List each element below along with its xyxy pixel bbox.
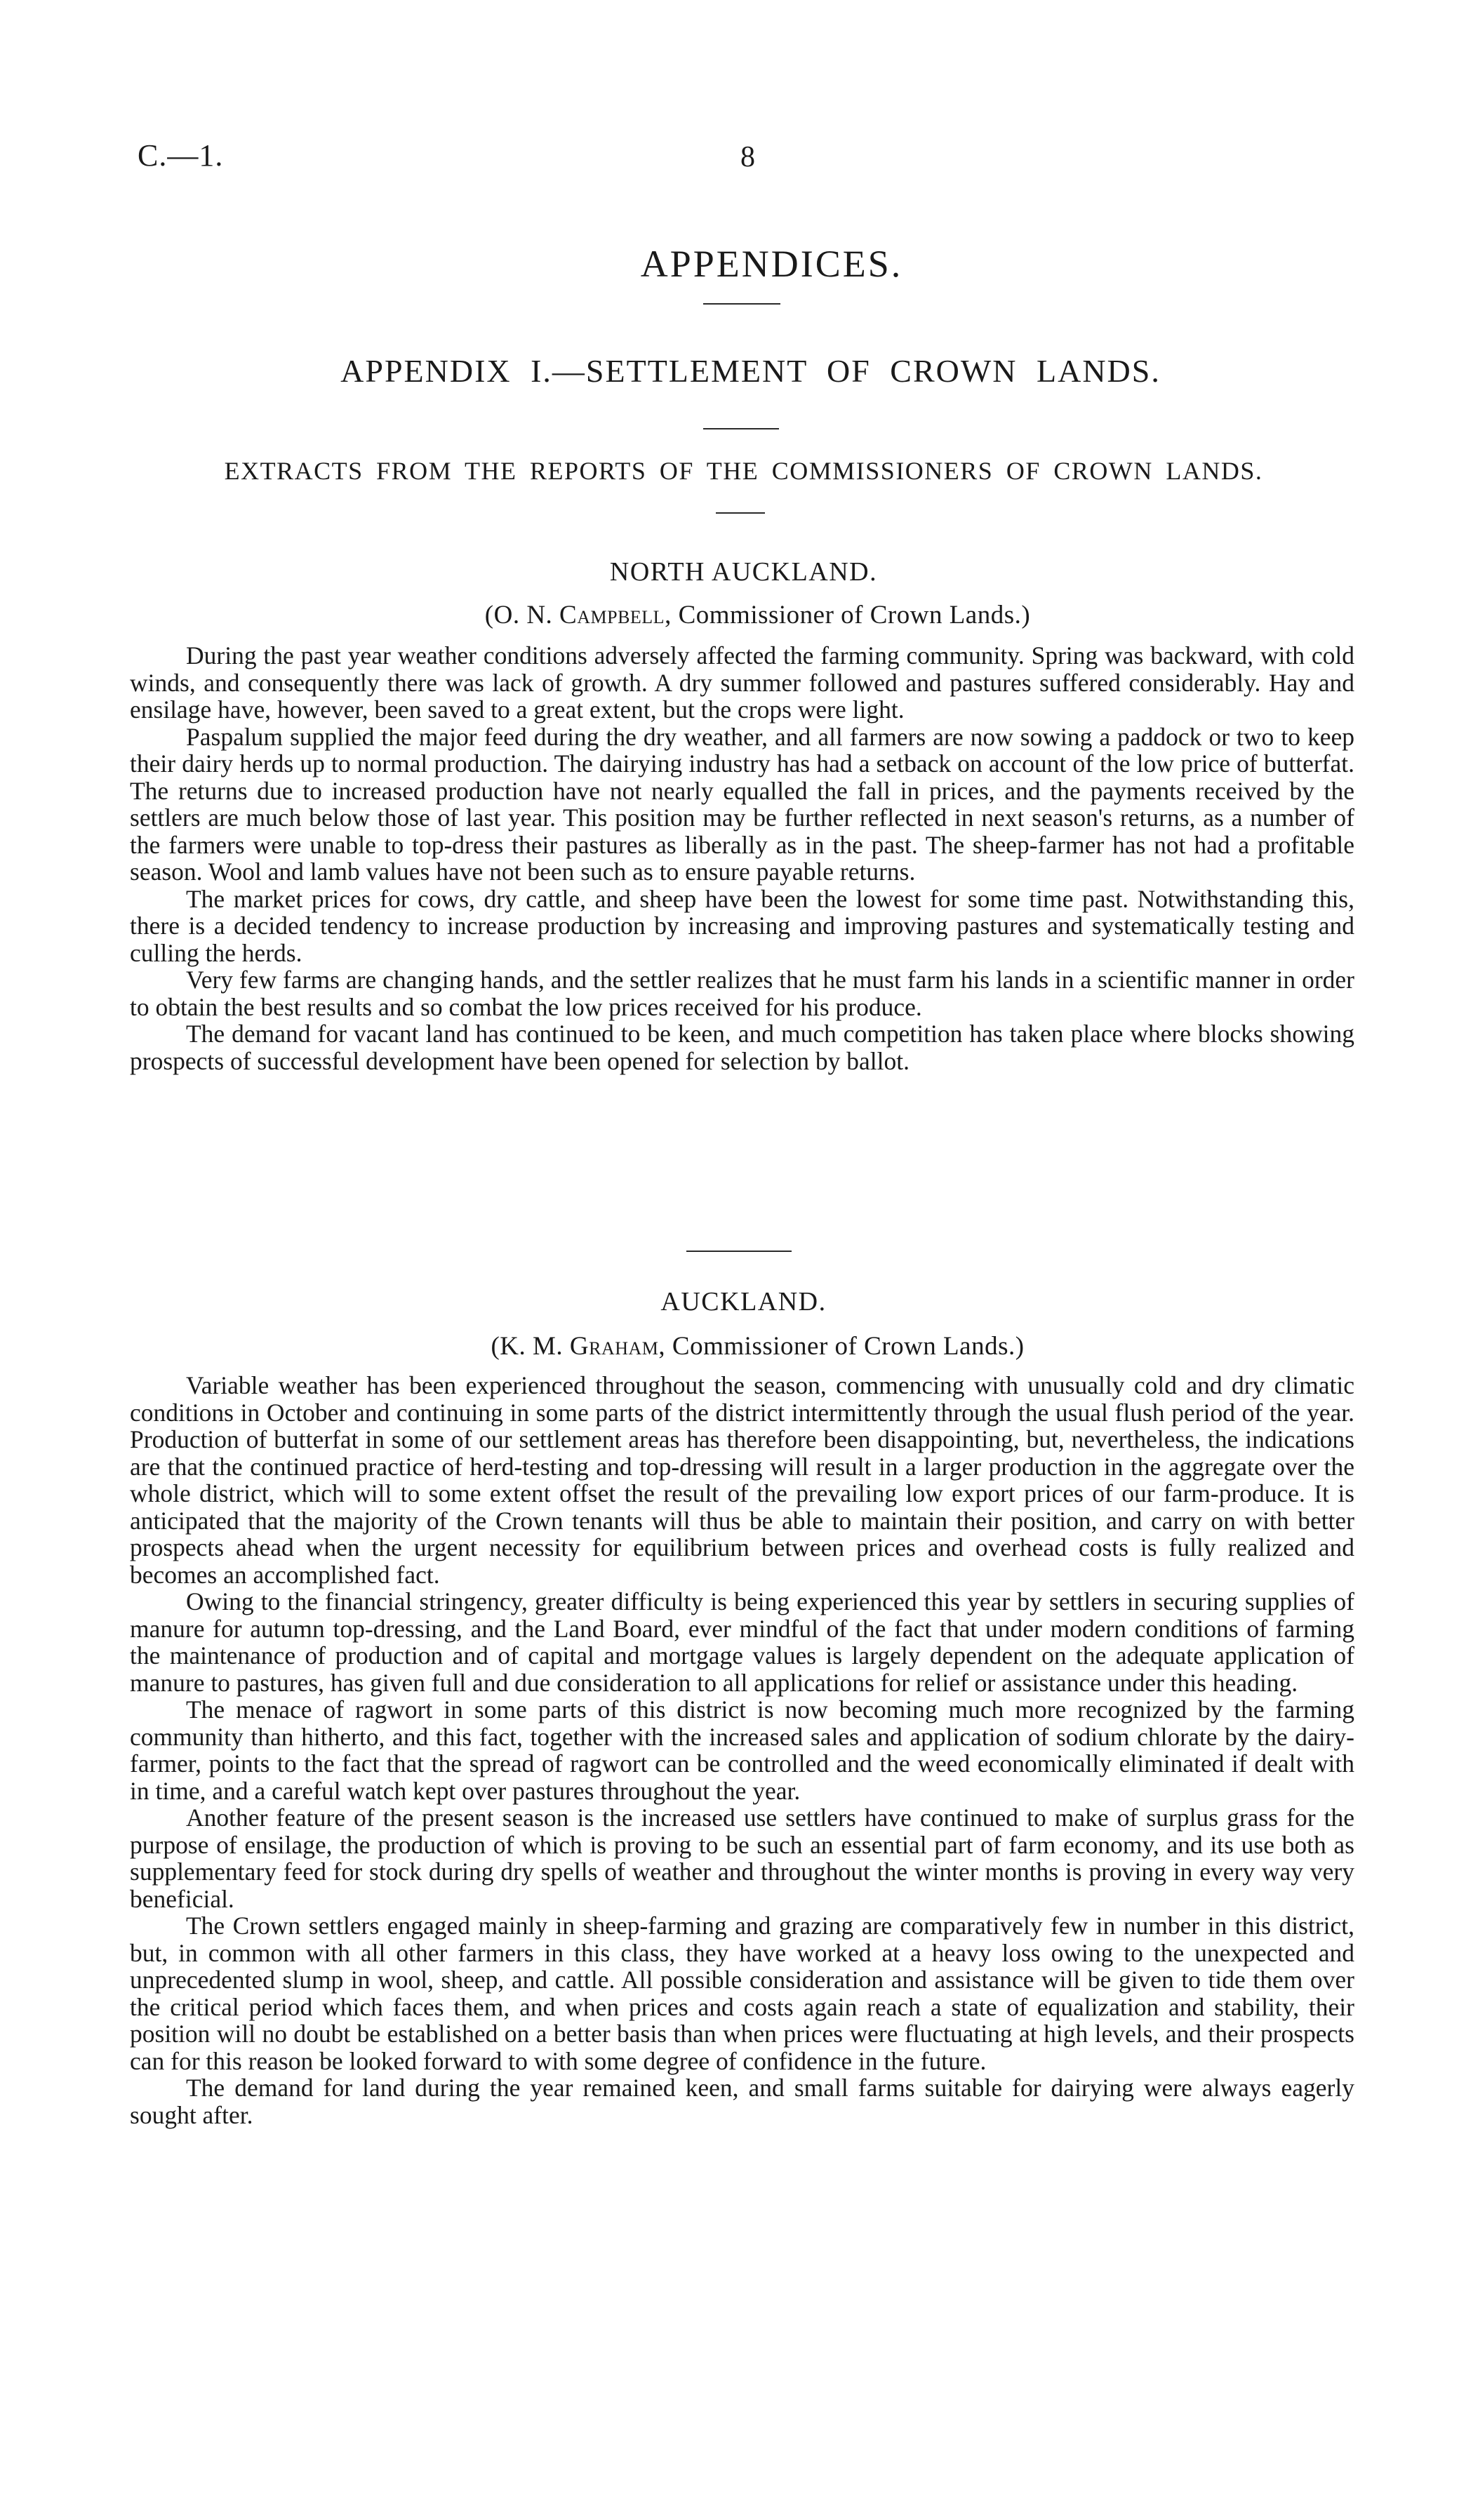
paragraph: Very few farms are changing hands, and the settler realizes that he must farm his lands in a scientific manner in order to obtain the best results and so combat the low prices received for his produce. [130,966,1354,1021]
commissioner-line-north-auckland [28,600,1459,630]
paragraph: The demand for vacant land has continued to be keen, and much competition has taken place where blocks showing prospects of successful development have been opened for selection by ballot. [130,1020,1354,1075]
paragraph: Variable weather has been experienced throughout the season, commencing with unusually cold and dry climatic conditions in October and continuing in some parts of the district intermittently through the usual flush period of the year. Production of butterfat in some of our settlement areas has therefore been disappointing, but, nevertheless, the indications are that the continued practice of herd-testing and top-dressing will result in a larger production in the aggregate over the whole district, which will to some extent offset the result of the prevailing low export prices of our farm-produce. It is anticipated that the majority of the Crown tenants will thus be able to maintain their position, and carry on with better prospects ahead when the urgent necessity for equilibrium between prices and overhead costs is fully realized and becomes an accomplished fact. [130,1371,1354,1589]
commissioner-prefix: (K. M. [491,1332,570,1361]
paragraph: The Crown settlers engaged mainly in sheep-farming and grazing are comparatively few in number in this district, but, in common with all other farmers in this class, they have worked at a heavy loss owing to the unexpected and unprecedented slump in wool, sheep, and cattle. All possible consideration and assistance will be given to tide them over the critical period which faces them, and when prices and costs again reach a state of equalization and stability, their position will no doubt be established on a better basis than when prices were fluctuating at high levels, and their prospects can for this reason be looked forward to with some degree of confidence in the future. [130,1912,1354,2075]
section-divider [686,1251,792,1252]
extracts-title: EXTRACTS FROM THE REPORTS OF THE COMMISSIONERS OF CROWN LANDS. [224,457,1263,485]
commissioner-name: Graham [569,1332,659,1361]
appendix-divider [703,428,779,429]
paragraph: During the past year weather conditions adversely affected the farming community. Spring was backward, with cold winds, and consequently there was lack of growth. A dry summer followed and pastures suffered considerably. Hay and ensilage have, however, been saved to a great extent, but the crops were light. [130,641,1354,724]
paragraph: Paspalum supplied the major feed during the dry weather, and all farmers are now sowing a paddock or two to keep their dairy herds up to normal production. The dairying industry has had a setback on account of the low price of butterfat. The returns due to increased production have not nearly equalled the fall in prices, and the payments received by the settlers are much below those of last year. This position may be further reflected in next season's returns, as a number of the farmers were unable to top-dress their pastures as liberally as in the past. The sheep-farmer has not had a profitable season. Wool and lamb values have not been such as to ensure payable returns. [130,722,1354,886]
document-reference: C.—1. [138,138,224,173]
paragraph: Owing to the financial stringency, greater difficulty is being experienced this year by settlers in securing supplies of manure for autumn top-dressing, and the Land Board, ever mindful of the fact that under modern conditions of farming the maintenance of production and of capital and mortgage values is largely dependent on the adequate application of manure to pastures, has given full and due consideration to all applications for relief or assistance under this heading. [130,1587,1354,1697]
page-number: 8 [740,141,755,173]
paragraph: The demand for land during the year remained keen, and small farms suitable for dairying were always eagerly sought after. [130,2074,1354,2129]
paragraph: Another feature of the present season is the increased use settlers have continued to make of surplus grass for the purpose of ensilage, the production of which is proving to be such an essential part of farm economy, and its use both as supplementary feed for stock during dry spells of weather and throughout the winter months is proving in every way very beneficial. [130,1804,1354,1913]
section-heading-auckland: AUCKLAND. [660,1287,827,1316]
section-heading-north-auckland: NORTH AUCKLAND. [609,557,878,587]
commissioner-line-auckland [28,1331,1459,1361]
extracts-divider [716,512,765,514]
paragraph: The market prices for cows, dry cattle, and sheep have been the lowest for some time past. Notwithstanding this, there is a decided tendency to increase production by increasing and improving pastures and systematically testing and culling the herds. [130,884,1354,967]
commissioner-suffix: , Commissioner of Crown Lands.) [665,601,1031,629]
paragraph: The menace of ragwort in some parts of this district is now becoming much more recognized by the farming community than hitherto, and this fact, together with the increased sales and application of sodium chlorate by the dairy-farmer, points to the fact that the spread of ragwort can be controlled and the weed economically eliminated if dealt with in time, and a careful watch kept over pastures throughout the year. [130,1695,1354,1805]
appendix-title: APPENDIX I.—SETTLEMENT OF CROWN LANDS. [340,353,1161,389]
section-body-auckland [130,1372,1354,2128]
title-divider [703,303,780,305]
commissioner-prefix: (O. N. [484,601,560,629]
section-body-north-auckland [130,642,1354,1074]
commissioner-name: Campbell [559,601,665,629]
appendices-title: APPENDICES. [640,243,903,285]
commissioner-suffix: , Commissioner of Crown Lands.) [658,1332,1025,1361]
